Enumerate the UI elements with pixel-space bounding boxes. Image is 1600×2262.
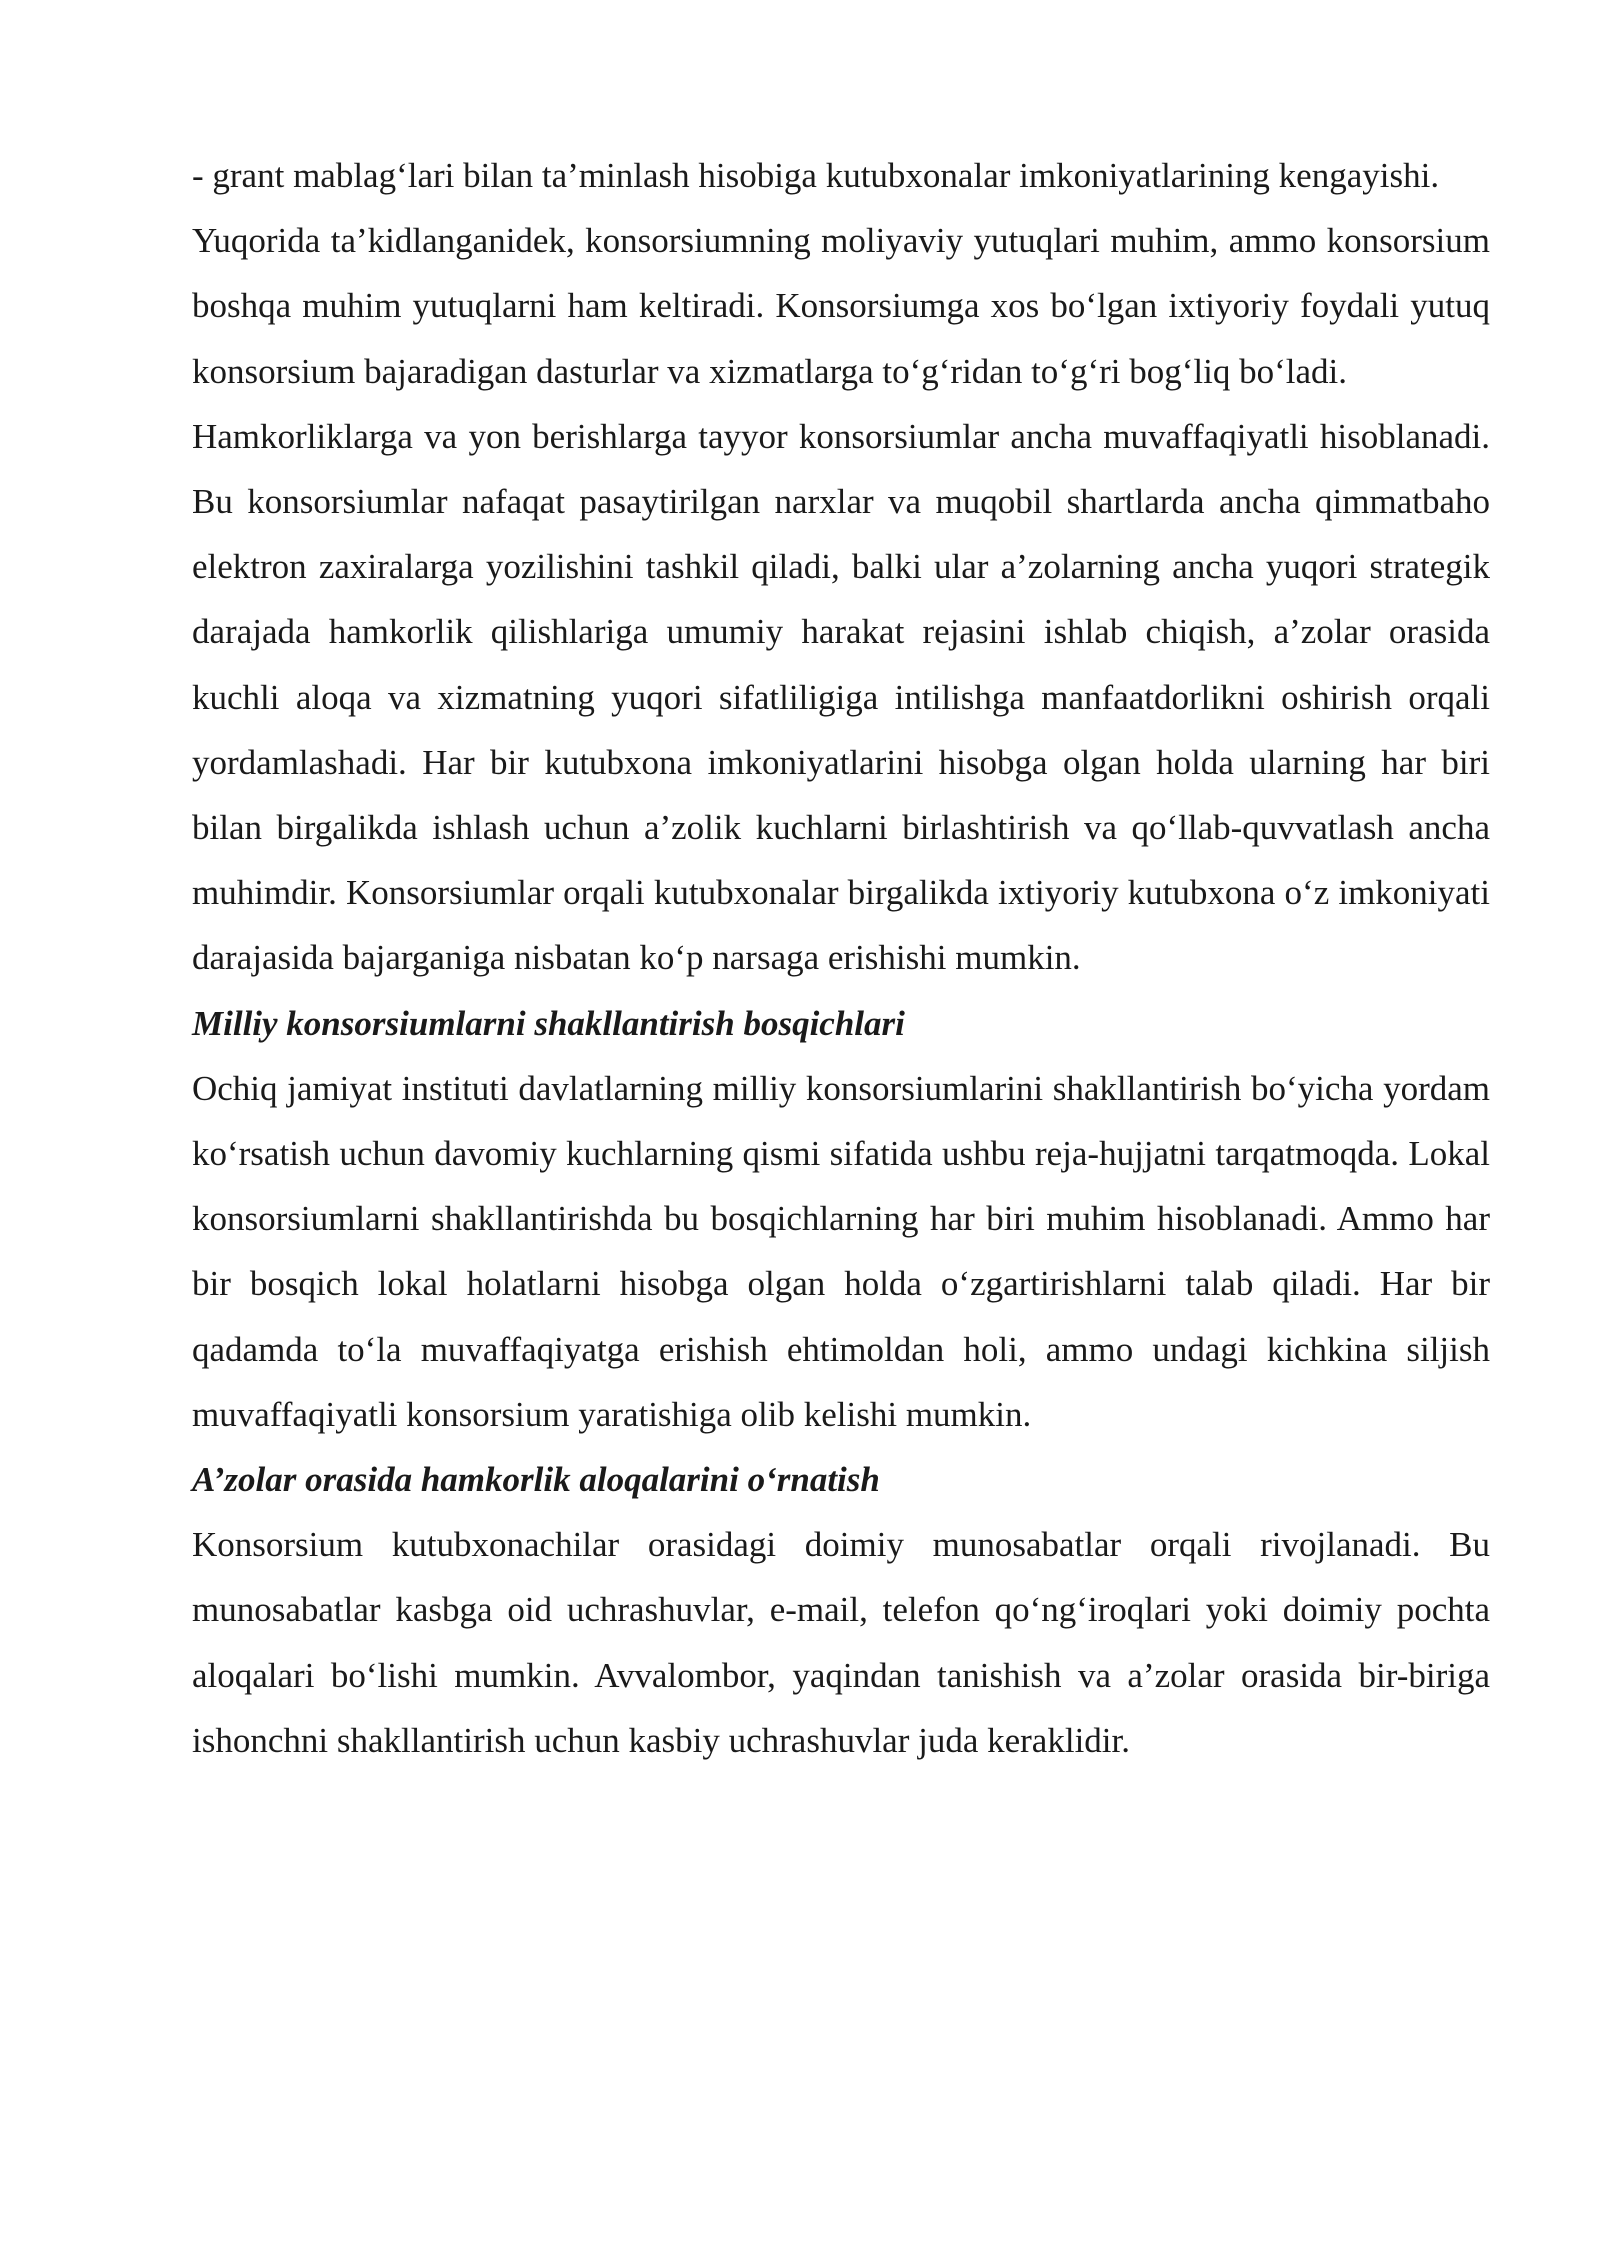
section-heading-national-consortia: Milliy konsorsiumlarni shakllantirish bosqichlari [192,1003,905,1043]
paragraph-grant-funding: - grant mablag‘lari bilan ta’minlash hisobiga kutubxonalar imkoniyatlarining kengayishi. [192,156,1440,195]
section-heading-member-cooperation: A’zolar orasida hamkorlik aloqalarini o‘rnatish [192,1460,880,1500]
paragraph-consortium-benefits: Yuqorida ta’kidlanganidek, konsorsiumning moliyaviy yutuqlari muhim, ammo konsorsium boshqa muhim yutuqlarni ham keltiradi. Konsorsiumga xos bo‘lgan ixtiyoriy foydali yutuq konsorsium bajaradigan dasturlar va xizmatlarga to‘g‘ridan to‘g‘ri bog‘liq bo‘ladi. [192,221,1490,391]
paragraph-successful-consortia: Hamkorliklarga va yon berishlarga tayyor konsorsiumlar ancha muvaffaqiyatli hisoblanadi. Bu konsorsiumlar nafaqat pasaytirilgan narxlar va muqobil shartlarda ancha qimmatbaho elektron zaxiralarga yozilishini tashkil qiladi, balki ular a’zolarning ancha yuqori strategik darajada hamkorlik qilishlariga umumiy harakat rejasini ishlab chiqish, a’zolar orasida kuchli aloqa va xizmatning yuqori sifatliligiga intilishga manfaatdorlikni oshirish orqali yordamlashadi. Har bir kutubxona imkoniyatlarini hisobga olgan holda ularning har biri bilan birgalikda ishlash uchun a’zolik kuchlarni birlashtirish va qo‘llab-quvvatlash ancha muhimdir. Konsorsiumlar orqali kutubxonalar birgalikda ixtiyoriy kutubxona o‘z imkoniyati darajasida bajarganiga nisbatan ko‘p narsaga erishishi mumkin. [192,416,1490,978]
paragraph-librarian-relations: Konsorsium kutubxonachilar orasidagi doimiy munosabatlar orqali rivojlanadi. Bu munosabatlar kasbga oid uchrashuvlar, e-mail, telefon qo‘ng‘iroqlari yoki doimiy pochta aloqalari bo‘lishi mumkin. Avvalombor, yaqindan tanishish va a’zolar orasida bir-biriga ishonchni shakllantirish uchun kasbiy uchrashuvlar juda keraklidir. [192,1525,1490,1760]
paragraph-open-society-institute: Ochiq jamiyat instituti davlatlarning milliy konsorsiumlarini shakllantirish bo‘yicha yordam ko‘rsatish uchun davomiy kuchlarning qismi sifatida ushbu reja-hujjatni tarqatmoqda. Lokal konsorsiumlarni shakllantirishda bu bosqichlarning har biri muhim hisoblanadi. Ammo har bir bosqich lokal holatlarni hisobga olgan holda o‘zgartirishlarni talab qiladi. Har bir qadamda to‘la muvaffaqiyatga erishish ehtimoldan holi, ammo undagi kichkina siljish muvaffaqiyatli konsorsium yaratishiga olib kelishi mumkin. [192,1068,1490,1434]
document-body [192,143,1490,1773]
